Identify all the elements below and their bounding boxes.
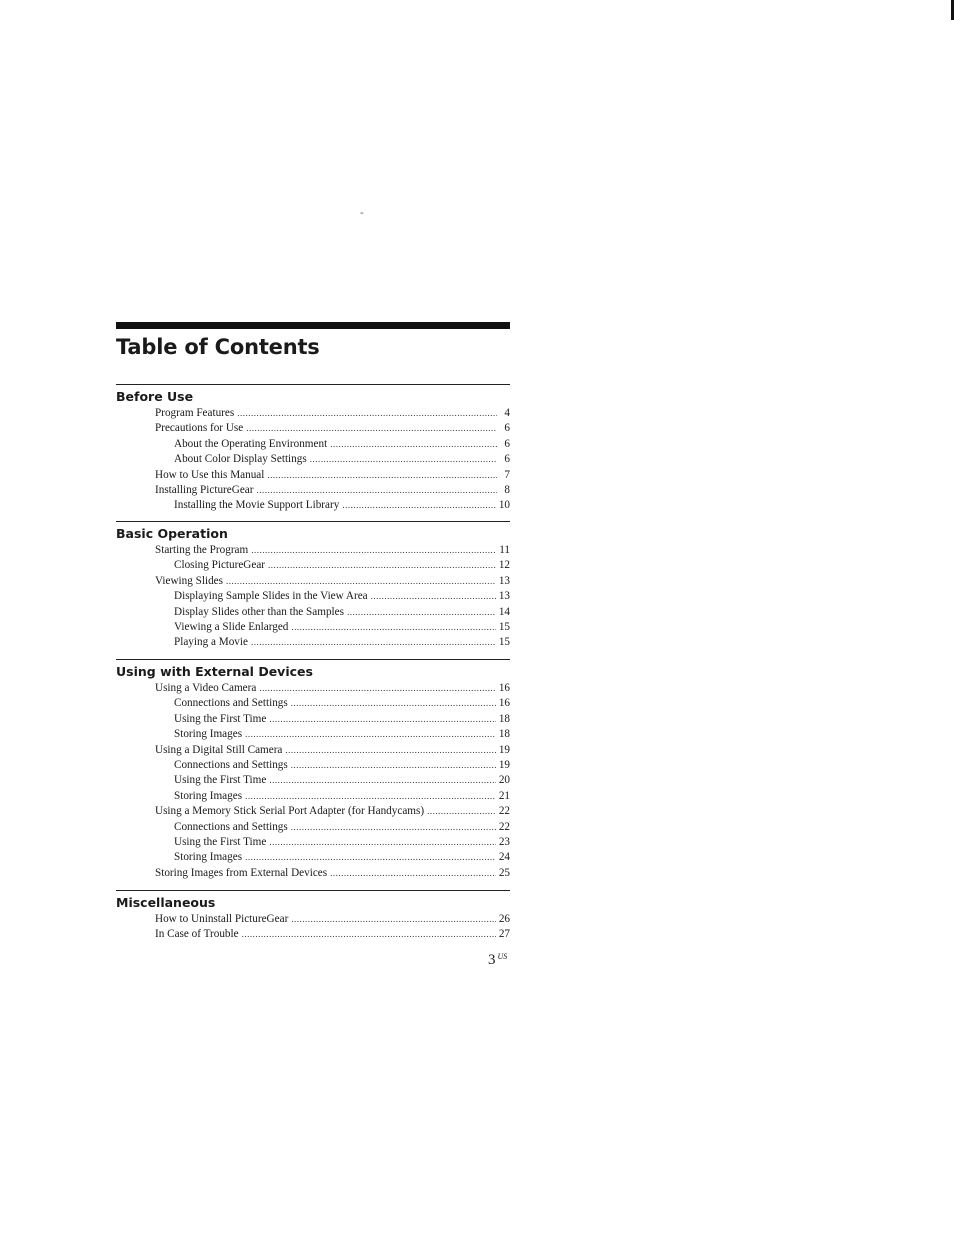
toc-entry[interactable] — [116, 820, 510, 835]
entry-page: 13 — [498, 574, 510, 587]
toc-entry[interactable] — [116, 696, 510, 711]
entry-page: 6 — [504, 422, 510, 435]
entry-label: How to Use this Manual — [155, 468, 265, 481]
section-miscellaneous — [116, 890, 510, 943]
entry-page: 12 — [498, 559, 510, 572]
entry-page: 6 — [504, 437, 510, 450]
section-heading: Basic Operation — [116, 526, 228, 541]
entry-page: 18 — [498, 728, 510, 741]
leader-dots — [291, 912, 496, 927]
leader-dots — [269, 712, 495, 727]
page-number-suffix: US — [497, 952, 508, 961]
entry-page: 19 — [498, 758, 510, 771]
toc-entry[interactable] — [116, 483, 510, 498]
leader-dots — [251, 635, 496, 650]
entry-label: Installing PictureGear — [155, 483, 254, 496]
leader-dots — [427, 804, 496, 819]
entry-label: Using the First Time — [174, 774, 267, 787]
leader-dots — [291, 758, 496, 773]
toc-entry[interactable] — [116, 743, 510, 758]
toc-entry[interactable] — [116, 804, 510, 819]
leader-dots — [245, 789, 496, 804]
entry-page: 25 — [498, 866, 510, 879]
entry-page: 19 — [498, 743, 510, 756]
section-heading: Miscellaneous — [116, 895, 216, 910]
entry-page: 18 — [498, 712, 510, 725]
page-title: Table of Contents — [116, 335, 320, 359]
section-heading: Using with External Devices — [116, 664, 313, 679]
toc-entry[interactable] — [116, 589, 510, 604]
toc-entry[interactable] — [116, 681, 510, 696]
entry-page: 15 — [498, 636, 510, 649]
toc-entry[interactable] — [116, 452, 510, 467]
toc-entry[interactable] — [116, 727, 510, 742]
title-rule — [116, 322, 510, 329]
page-number-value: 3 — [488, 952, 496, 968]
leader-dots — [291, 696, 496, 711]
toc-entry[interactable] — [116, 635, 510, 650]
section-rule — [116, 890, 510, 891]
toc-entry[interactable] — [116, 835, 510, 850]
entry-page: 10 — [498, 499, 510, 512]
toc-entry[interactable] — [116, 620, 510, 635]
leader-dots — [291, 820, 496, 835]
entry-label: About the Operating Environment — [174, 437, 328, 450]
entry-page: 21 — [498, 789, 510, 802]
section-rule — [116, 659, 510, 660]
entry-label: Connections and Settings — [174, 820, 288, 833]
leader-dots — [330, 437, 497, 452]
leader-dots — [246, 421, 497, 436]
toc-entry[interactable] — [116, 437, 510, 452]
entry-page: 15 — [498, 620, 510, 633]
toc-entry[interactable] — [116, 605, 510, 620]
toc-entry[interactable] — [116, 850, 510, 865]
leader-dots — [285, 743, 495, 758]
toc-entry[interactable] — [116, 866, 510, 881]
leader-dots — [237, 406, 497, 421]
entry-page: 22 — [498, 820, 510, 833]
leader-dots — [269, 835, 495, 850]
entry-label: Displaying Sample Slides in the View Area — [174, 590, 368, 603]
toc-entry[interactable] — [116, 927, 510, 942]
leader-dots — [342, 498, 496, 513]
entry-label: Viewing Slides — [155, 574, 224, 587]
entry-label: Storing Images — [174, 728, 243, 741]
toc-entry[interactable] — [116, 468, 510, 483]
toc-entry[interactable] — [116, 758, 510, 773]
toc-entry[interactable] — [116, 498, 510, 513]
entry-label: In Case of Trouble — [155, 928, 239, 941]
leader-dots — [310, 452, 497, 467]
section-basic-operation — [116, 521, 510, 651]
leader-dots — [269, 773, 495, 788]
entry-page: 24 — [498, 851, 510, 864]
leader-dots — [291, 620, 495, 635]
toc-entry[interactable] — [116, 543, 510, 558]
entry-page: 20 — [498, 774, 510, 787]
entry-page: 16 — [498, 682, 510, 694]
entry-label: Closing PictureGear — [174, 559, 266, 572]
entry-label: Storing Images from External Devices — [155, 866, 328, 879]
entry-page: 7 — [504, 468, 510, 481]
entry-label: Installing the Movie Support Library — [174, 499, 340, 512]
toc-entry[interactable] — [116, 712, 510, 727]
entry-label: Starting the Program — [155, 544, 249, 556]
entry-page: 23 — [498, 835, 510, 848]
entry-page: 26 — [498, 913, 510, 925]
entry-label: Connections and Settings — [174, 758, 288, 771]
entry-label: Program Features — [155, 407, 235, 419]
entry-label: Playing a Movie — [174, 636, 248, 649]
section-before-use — [116, 384, 510, 514]
entry-page: 14 — [498, 605, 510, 618]
entry-label: About Color Display Settings — [174, 453, 307, 466]
entry-page: 22 — [498, 805, 510, 818]
toc-header — [116, 322, 510, 359]
entry-page: 4 — [504, 407, 510, 419]
leader-dots — [242, 927, 496, 942]
entry-label: Using a Video Camera — [155, 682, 257, 694]
leader-dots — [245, 727, 496, 742]
leader-dots — [251, 543, 496, 558]
entry-label: Using the First Time — [174, 712, 267, 725]
section-rule — [116, 521, 510, 522]
entry-label: Using a Memory Stick Serial Port Adapter (for Handycams) — [155, 805, 425, 818]
leader-dots — [330, 866, 496, 881]
leader-dots — [371, 589, 496, 604]
entry-page: 16 — [498, 697, 510, 710]
toc-entry[interactable] — [116, 558, 510, 573]
entry-label: Using the First Time — [174, 835, 267, 848]
entry-label: Storing Images — [174, 789, 243, 802]
entry-page: 6 — [504, 453, 510, 466]
entry-label: Display Slides other than the Samples — [174, 605, 344, 618]
leader-dots — [268, 558, 496, 573]
entry-page: 13 — [498, 590, 510, 603]
toc-entry[interactable] — [116, 421, 510, 436]
entry-label: Precautions for Use — [155, 422, 244, 435]
entry-label: Connections and Settings — [174, 697, 288, 710]
toc-entry[interactable] — [116, 406, 510, 421]
entry-label: Viewing a Slide Enlarged — [174, 620, 289, 633]
section-heading: Before Use — [116, 389, 194, 404]
entry-label: Using a Digital Still Camera — [155, 743, 283, 756]
page-number — [488, 952, 507, 969]
leader-dots — [256, 483, 497, 498]
entry-label: How to Uninstall PictureGear — [155, 913, 289, 925]
leader-dots — [267, 468, 497, 483]
entry-label: Storing Images — [174, 851, 243, 864]
leader-dots — [245, 850, 496, 865]
section-external-devices — [116, 659, 510, 881]
toc-entry[interactable] — [116, 773, 510, 788]
toc-entry[interactable] — [116, 574, 510, 589]
scan-speck: - — [360, 208, 364, 219]
leader-dots — [259, 681, 495, 696]
leader-dots — [226, 574, 496, 589]
leader-dots — [347, 605, 496, 620]
toc-entry[interactable] — [116, 912, 510, 927]
entry-page: 8 — [504, 483, 510, 496]
section-rule — [116, 384, 510, 385]
entry-page: 11 — [499, 544, 510, 556]
entry-page: 27 — [498, 928, 510, 941]
toc-entry[interactable] — [116, 789, 510, 804]
